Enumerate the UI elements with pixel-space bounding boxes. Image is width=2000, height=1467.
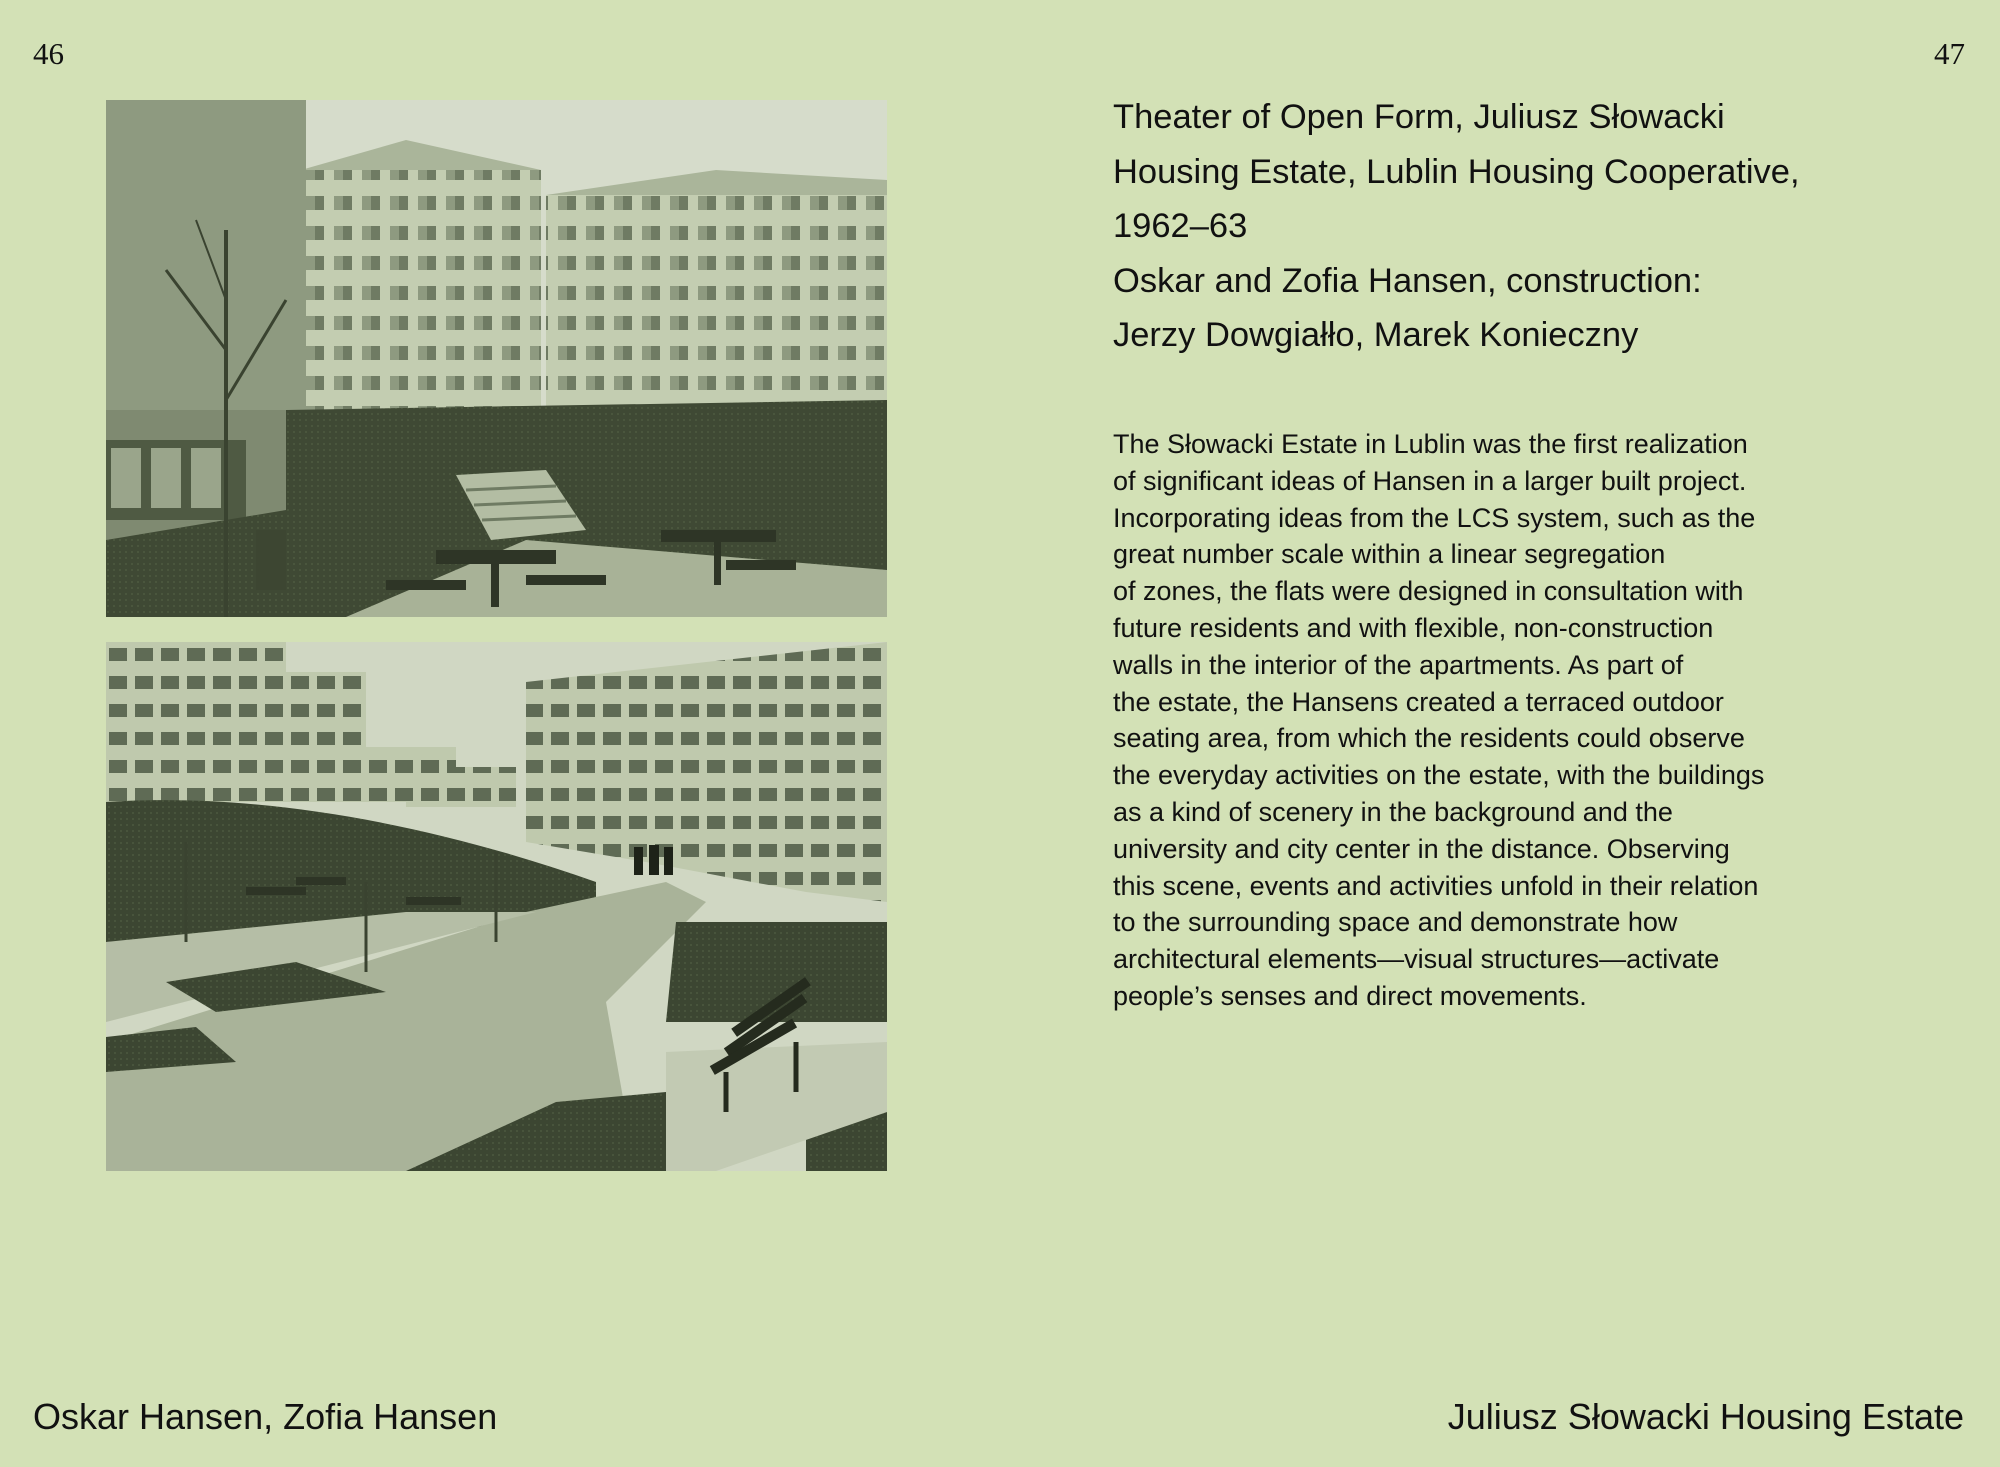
body-line: the everyday activities on the estate, with the buildings xyxy=(1113,760,1765,791)
body-line: future residents and with flexible, non-construction xyxy=(1113,612,1714,643)
caption-title-line: Theater of Open Form, Juliusz Słowacki xyxy=(1113,98,1725,136)
body-line: Incorporating ideas from the LCS system, such as the xyxy=(1113,502,1756,533)
body-line: to the surrounding space and demonstrate how xyxy=(1113,907,1678,938)
body-line: university and city center in the distance. Observing xyxy=(1113,833,1730,864)
body-line: great number scale within a linear segregation xyxy=(1113,539,1666,570)
caption-title-line: 1962–63 xyxy=(1113,207,1248,245)
housing-estate-photo-courtyard xyxy=(106,642,887,1171)
body-line: people’s senses and direct movements. xyxy=(1113,980,1587,1011)
body-line: The Słowacki Estate in Lublin was the first realization xyxy=(1113,429,1748,459)
housing-estate-photo-terrace xyxy=(106,100,887,617)
body-line: architectural elements—visual structures—activate xyxy=(1113,944,1720,975)
caption-title-line: Oskar and Zofia Hansen, construction: xyxy=(1113,261,1702,300)
page-number-right: 47 xyxy=(1934,36,1965,71)
caption-title-line: Housing Estate, Lublin Housing Cooperative, xyxy=(1113,152,1800,191)
page-number-left: 46 xyxy=(33,36,64,71)
photo-courtyard-image xyxy=(106,642,887,1171)
body-line: the estate, the Hansens created a terraced outdoor xyxy=(1113,686,1724,717)
body-line: as a kind of scenery in the background and the xyxy=(1113,796,1673,827)
photo-terrace-image xyxy=(106,100,887,617)
body-line: this scene, events and activities unfold in their relation xyxy=(1113,870,1759,901)
running-footer-authors: Oskar Hansen, Zofia Hansen xyxy=(33,1396,498,1437)
body-line: walls in the interior of the apartments. As part of xyxy=(1113,649,1684,680)
caption-title xyxy=(1113,90,1973,363)
body-line: seating area, from which the residents could observe xyxy=(1113,723,1745,754)
running-footer-project: Juliusz Słowacki Housing Estate xyxy=(1447,1396,1964,1437)
body-paragraph xyxy=(1113,426,1973,1015)
body-line: of significant ideas of Hansen in a larger built project. xyxy=(1113,465,1747,496)
body-line: of zones, the flats were designed in consultation with xyxy=(1113,576,1744,607)
caption-title-line: Jerzy Dowgiałło, Marek Konieczny xyxy=(1113,316,1639,354)
